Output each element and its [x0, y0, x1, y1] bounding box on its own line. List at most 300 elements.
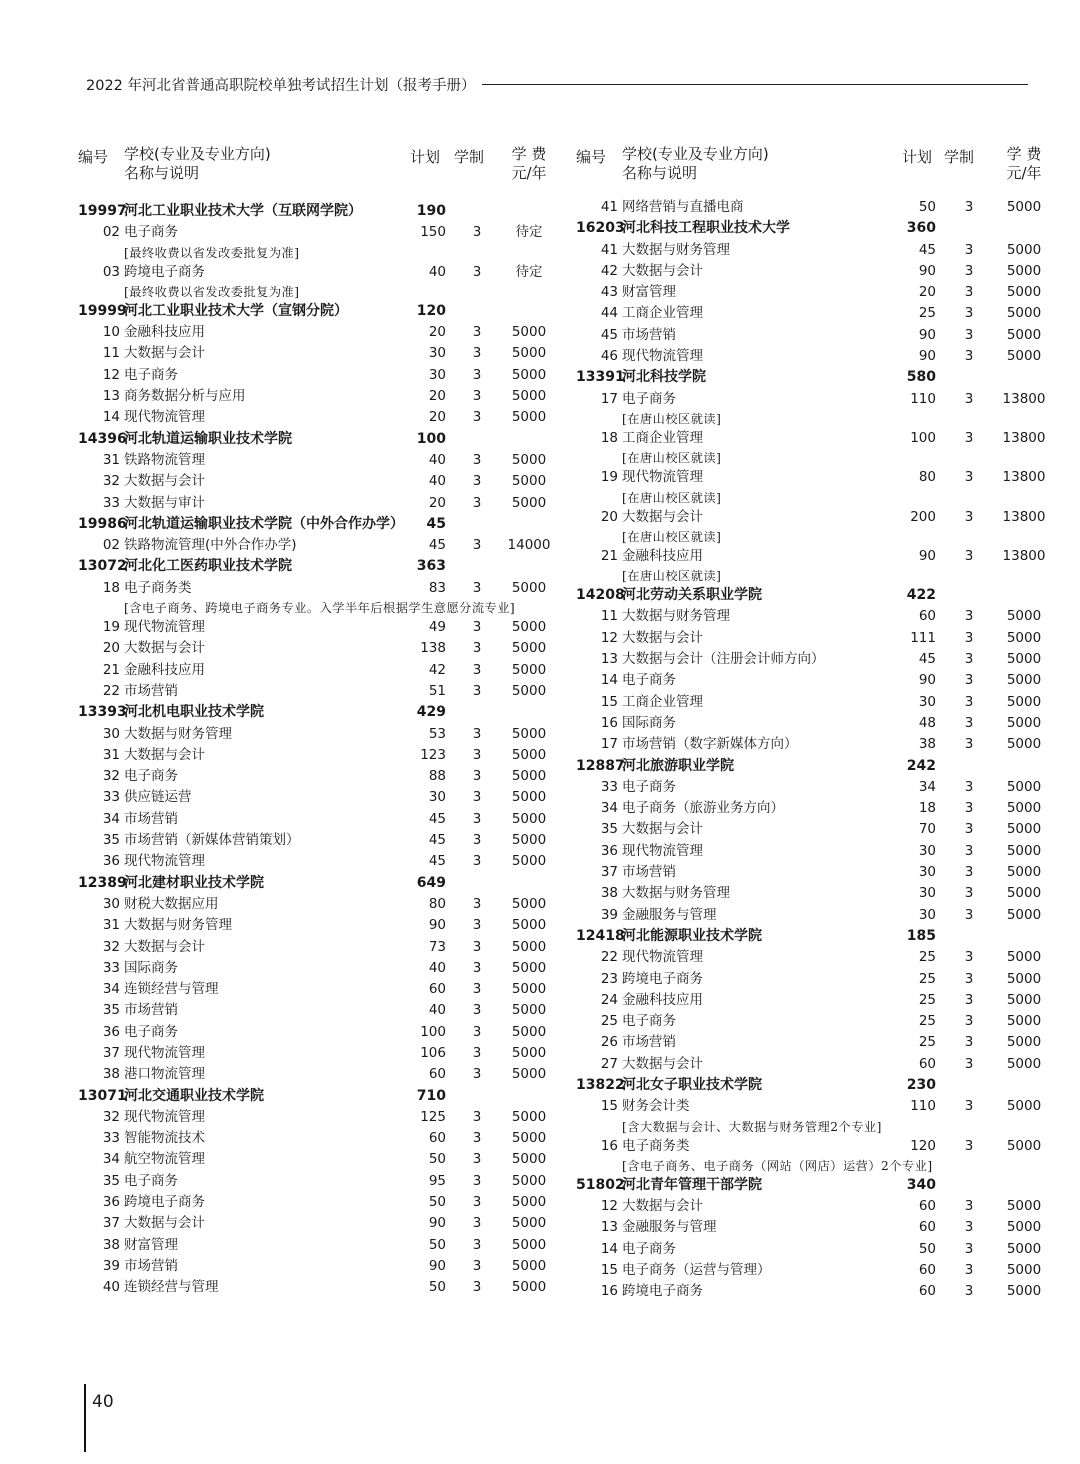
- program-name: 电子商务: [124, 1172, 178, 1189]
- tuition-fee: 5000: [511, 917, 547, 934]
- tuition-fee: 13800: [1002, 429, 1046, 446]
- program-name: 大数据与审计: [124, 494, 205, 511]
- program-row: [576, 428, 1054, 449]
- plan-count: 100: [416, 430, 446, 447]
- study-years: 3: [964, 1219, 974, 1236]
- program-code: 32: [102, 938, 120, 955]
- plan-count: 20: [428, 409, 446, 426]
- program-name: 工商企业管理: [622, 305, 703, 322]
- plan-count: 25: [918, 1013, 936, 1030]
- tuition-fee: 5000: [1006, 842, 1042, 859]
- plan-count: 18: [918, 800, 936, 817]
- study-years: 3: [472, 746, 482, 763]
- plan-count: 429: [416, 704, 446, 721]
- plan-count: 360: [906, 220, 936, 237]
- tuition-fee: 5000: [511, 1066, 547, 1083]
- program-name: 金融服务与管理: [622, 906, 717, 923]
- school-code: 51802: [576, 1176, 625, 1193]
- program-code: 13: [102, 388, 120, 405]
- school-code: 13072: [78, 558, 127, 575]
- program-row: [576, 819, 1054, 840]
- program-row: [576, 1096, 1054, 1117]
- tuition-fee: 5000: [1006, 949, 1042, 966]
- program-name: 港口物流管理: [124, 1066, 205, 1083]
- program-row: [78, 745, 558, 766]
- tuition-fee: 5000: [1006, 1137, 1042, 1154]
- program-code: 27: [600, 1055, 618, 1072]
- plan-count: 25: [918, 1034, 936, 1051]
- program-name: 市场营销: [124, 1002, 178, 1019]
- program-code: 31: [102, 746, 120, 763]
- program-name: 市场营销: [622, 1034, 676, 1051]
- school-name: 河北劳动关系职业学院: [622, 587, 762, 604]
- program-note: [最终收费以省发改委批复为准]: [124, 284, 300, 299]
- plan-count: 110: [910, 390, 936, 407]
- spacer: [78, 244, 124, 262]
- program-row: [78, 1192, 558, 1213]
- program-code: 43: [600, 284, 618, 301]
- tuition-fee: 5000: [511, 832, 547, 849]
- right-rows: [576, 197, 1054, 1303]
- program-name: 现代物流管理: [622, 949, 703, 966]
- program-row: [78, 979, 558, 1000]
- school-name: 河北工业职业技术大学（互联网学院）: [124, 203, 362, 219]
- header-years: 学制: [454, 148, 485, 166]
- study-years: 3: [964, 1262, 974, 1279]
- program-name: 大数据与财务管理: [622, 241, 730, 258]
- program-row: [576, 777, 1054, 798]
- program-row: [78, 809, 558, 830]
- school-row: [576, 585, 1054, 606]
- study-years: 3: [964, 469, 974, 486]
- program-name: 大数据与会计（注册会计师方向）: [622, 651, 825, 668]
- tuition-fee: 5000: [511, 1151, 547, 1168]
- plan-count: 25: [918, 949, 936, 966]
- tuition-fee: 13800: [1002, 508, 1046, 525]
- study-years: 3: [964, 1055, 974, 1072]
- school-name: 河北交通职业技术学院: [124, 1087, 264, 1104]
- spacer: [576, 1157, 622, 1175]
- program-row: [78, 1235, 558, 1256]
- program-code: 36: [102, 1023, 120, 1040]
- tuition-fee: 13800: [1002, 547, 1046, 564]
- study-years: 3: [472, 682, 482, 699]
- program-row: [576, 990, 1054, 1011]
- plan-count: 40: [428, 263, 446, 280]
- program-name: 大数据与会计: [622, 629, 703, 646]
- program-code: 33: [102, 789, 120, 806]
- note-row: [78, 599, 558, 617]
- program-row: [78, 493, 558, 514]
- plan-count: 45: [428, 832, 446, 849]
- study-years: 3: [964, 970, 974, 987]
- school-name: 河北建材职业技术学院: [124, 874, 264, 891]
- header-school: 学校(专业及专业方向) 名称与说明: [124, 145, 271, 182]
- tuition-fee: 5000: [1006, 1013, 1042, 1030]
- running-header: 2022 年河北省普通高职院校单独考试招生计划（报考手册）: [86, 78, 476, 94]
- program-code: 37: [102, 1044, 120, 1061]
- program-row: [576, 1054, 1054, 1075]
- study-years: 3: [472, 725, 482, 742]
- plan-count: 90: [918, 672, 936, 689]
- program-code: 46: [600, 348, 618, 365]
- program-code: 19: [102, 619, 120, 636]
- study-years: [454, 429, 500, 450]
- program-name: 工商企业管理: [622, 429, 703, 446]
- study-years: 3: [964, 284, 974, 301]
- study-years: 3: [964, 199, 974, 215]
- study-years: 3: [964, 864, 974, 881]
- study-years: [944, 926, 994, 947]
- program-name: 铁路物流管理: [124, 451, 205, 468]
- tuition-fee: 5000: [1006, 305, 1042, 322]
- program-code: 13: [600, 651, 618, 668]
- plan-count: 60: [918, 1219, 936, 1236]
- header-code: 编号: [78, 148, 109, 166]
- study-years: 3: [964, 1013, 974, 1030]
- study-years: 3: [964, 326, 974, 343]
- tuition-fee: 5000: [511, 1130, 547, 1147]
- program-name: 电子商务: [124, 1023, 178, 1040]
- tuition-fee: 5000: [1006, 1240, 1042, 1257]
- tuition-fee: 5000: [1006, 1262, 1042, 1279]
- program-code: 32: [102, 768, 120, 785]
- program-code: 36: [102, 853, 120, 870]
- program-code: 22: [600, 949, 618, 966]
- school-code: 13391: [576, 369, 625, 386]
- school-row: [576, 218, 1054, 239]
- study-years: 3: [964, 508, 974, 525]
- study-years: 3: [964, 390, 974, 407]
- plan-count: 45: [426, 515, 446, 532]
- right-column: [576, 145, 1054, 1303]
- study-years: [944, 756, 994, 777]
- program-row: [576, 713, 1054, 734]
- study-years: 3: [964, 906, 974, 923]
- school-code: 14396: [78, 430, 127, 447]
- tuition-fee: 5000: [511, 1257, 547, 1274]
- school-code: 12389: [78, 874, 127, 891]
- study-years: 3: [964, 693, 974, 710]
- study-years: [944, 218, 994, 239]
- program-row: [576, 1217, 1054, 1238]
- program-code: 33: [102, 1130, 120, 1147]
- program-code: 15: [600, 1098, 618, 1115]
- study-years: 3: [964, 1283, 974, 1300]
- plan-count: 38: [918, 736, 936, 753]
- school-row: [576, 756, 1054, 777]
- study-years: 3: [472, 537, 482, 554]
- plan-count: 80: [918, 469, 936, 486]
- school-name: 河北科技学院: [622, 369, 706, 386]
- program-code: 41: [600, 199, 618, 215]
- study-years: 3: [964, 629, 974, 646]
- program-row: [78, 1277, 558, 1298]
- program-row: [78, 660, 558, 681]
- tuition-fee: 5000: [511, 640, 547, 657]
- program-name: 跨境电子商务: [124, 263, 205, 280]
- plan-count: 42: [428, 661, 446, 678]
- program-code: 23: [600, 970, 618, 987]
- header-years: 学制: [944, 148, 975, 166]
- note-row: [78, 283, 558, 301]
- plan-count: 123: [420, 746, 446, 763]
- program-name: 大数据与会计: [124, 1215, 205, 1232]
- program-row: [576, 1196, 1054, 1217]
- tuition-fee: [994, 1075, 1054, 1096]
- program-name: 现代物流管理: [622, 842, 703, 859]
- program-name: 铁路物流管理(中外合作办学): [124, 537, 297, 554]
- plan-count: 710: [416, 1087, 446, 1104]
- plan-count: 125: [420, 1108, 446, 1125]
- program-code: 12: [600, 629, 618, 646]
- program-name: 航空物流管理: [124, 1151, 205, 1168]
- school-row: [78, 702, 558, 723]
- header-fee: 学 费 元/年: [1006, 145, 1042, 182]
- program-row: [78, 1149, 558, 1170]
- school-row: [78, 514, 558, 535]
- plan-count: 580: [906, 369, 936, 386]
- program-name: 电子商务（运营与管理）: [622, 1262, 771, 1279]
- program-name: 国际商务: [124, 959, 178, 976]
- plan-count: 45: [428, 537, 446, 554]
- school-code: 13393: [78, 704, 127, 721]
- program-row: [78, 958, 558, 979]
- program-name: 智能物流技术: [124, 1130, 205, 1147]
- program-name: 电子商务类: [124, 579, 192, 596]
- header-plan: 计划: [410, 148, 441, 166]
- page-number: 40: [92, 1392, 114, 1412]
- tuition-fee: 5000: [511, 746, 547, 763]
- program-row: [78, 1171, 558, 1192]
- tuition-fee: 5000: [511, 1108, 547, 1125]
- study-years: [944, 1175, 994, 1196]
- program-code: 21: [600, 547, 618, 564]
- program-code: 17: [600, 736, 618, 753]
- plan-count: 649: [416, 874, 446, 891]
- program-code: 36: [600, 842, 618, 859]
- tuition-fee: 5000: [511, 981, 547, 998]
- header-rule: [482, 84, 1028, 85]
- study-years: 3: [964, 1137, 974, 1154]
- plan-count: 111: [910, 629, 936, 646]
- program-name: 市场营销: [124, 682, 178, 699]
- study-years: 3: [472, 1108, 482, 1125]
- study-years: 3: [472, 768, 482, 785]
- tuition-fee: 5000: [1006, 1283, 1042, 1300]
- tuition-fee: 14000: [507, 537, 551, 554]
- study-years: 3: [472, 263, 482, 280]
- school-code: 19986: [78, 515, 127, 532]
- tuition-fee: 5000: [1006, 241, 1042, 258]
- program-name: 现代物流管理: [622, 348, 703, 365]
- plan-count: 45: [918, 241, 936, 258]
- tuition-fee: 5000: [511, 494, 547, 511]
- program-code: 38: [102, 1066, 120, 1083]
- program-code: 30: [102, 725, 120, 742]
- program-row: [576, 282, 1054, 303]
- plan-count: 30: [918, 842, 936, 859]
- school-row: [78, 301, 558, 322]
- program-code: 13: [600, 1219, 618, 1236]
- study-years: 3: [472, 895, 482, 912]
- plan-count: 100: [910, 429, 936, 446]
- note-row: [576, 528, 1054, 546]
- tuition-fee: 5000: [511, 324, 547, 341]
- tuition-fee: 13800: [1002, 469, 1046, 486]
- program-code: 45: [600, 326, 618, 343]
- program-row: [576, 905, 1054, 926]
- tuition-fee: 5000: [1006, 1055, 1042, 1072]
- tuition-fee: 5000: [511, 473, 547, 490]
- program-name: 供应链运营: [124, 789, 192, 806]
- note-row: [576, 449, 1054, 467]
- tuition-fee: 5000: [511, 1194, 547, 1211]
- program-code: 11: [600, 608, 618, 625]
- spacer: [576, 1118, 622, 1136]
- study-years: 3: [472, 917, 482, 934]
- program-row: [78, 365, 558, 386]
- school-row: [78, 1086, 558, 1107]
- tuition-fee: 5000: [511, 1172, 547, 1189]
- program-code: 39: [102, 1257, 120, 1274]
- program-code: 30: [102, 895, 120, 912]
- plan-count: 20: [918, 284, 936, 301]
- tuition-fee: 5000: [511, 1215, 547, 1232]
- program-name: 大数据与会计: [622, 1198, 703, 1215]
- program-note: [在唐山校区就读]: [622, 529, 722, 544]
- program-row: [576, 798, 1054, 819]
- study-years: 3: [472, 640, 482, 657]
- program-row: [78, 1128, 558, 1149]
- study-years: 3: [964, 651, 974, 668]
- school-row: [576, 926, 1054, 947]
- program-row: [78, 1022, 558, 1043]
- program-name: 大数据与财务管理: [124, 725, 232, 742]
- program-row: [78, 386, 558, 407]
- plan-count: 40: [428, 959, 446, 976]
- tuition-fee: 5000: [1006, 1219, 1042, 1236]
- study-years: 3: [472, 324, 482, 341]
- program-row: [576, 1011, 1054, 1032]
- column-header: [576, 145, 1054, 191]
- tuition-fee: [994, 367, 1054, 388]
- plan-count: 49: [428, 619, 446, 636]
- plan-count: 70: [918, 821, 936, 838]
- plan-count: 30: [918, 885, 936, 902]
- tuition-fee: [500, 556, 558, 577]
- tuition-fee: [994, 756, 1054, 777]
- program-name: 大数据与会计: [124, 746, 205, 763]
- school-code: 12418: [576, 927, 625, 944]
- program-row: [576, 346, 1054, 367]
- tuition-fee: [994, 1175, 1054, 1196]
- program-name: 大数据与会计: [622, 1055, 703, 1072]
- note-row: [576, 410, 1054, 428]
- study-years: [454, 514, 500, 535]
- program-note: [在唐山校区就读]: [622, 490, 722, 505]
- program-name: 现代物流管理: [124, 409, 205, 426]
- plan-count: 120: [416, 302, 446, 319]
- tuition-fee: 5000: [1006, 1034, 1042, 1051]
- study-years: 3: [472, 853, 482, 870]
- program-row: [78, 578, 558, 599]
- program-code: 14: [600, 1240, 618, 1257]
- tuition-fee: 5000: [1006, 714, 1042, 731]
- plan-count: 83: [428, 579, 446, 596]
- school-name: 河北旅游职业学院: [622, 757, 734, 774]
- study-years: 3: [964, 800, 974, 817]
- program-row: [78, 1256, 558, 1277]
- plan-count: 30: [428, 789, 446, 806]
- program-name: 网络营销与直播电商: [622, 199, 744, 215]
- tuition-fee: 5000: [1006, 1198, 1042, 1215]
- school-name: 河北科技工程职业技术大学: [622, 220, 790, 237]
- program-row: [576, 467, 1054, 488]
- program-name: 金融科技应用: [622, 991, 703, 1008]
- school-name: 河北机电职业技术学院: [124, 704, 264, 721]
- program-note: [在唐山校区就读]: [622, 569, 722, 584]
- school-name: 河北青年管理干部学院: [622, 1176, 762, 1193]
- tuition-fee: 5000: [1006, 991, 1042, 1008]
- program-code: 10: [102, 324, 120, 341]
- program-name: 金融服务与管理: [622, 1219, 717, 1236]
- study-years: 3: [964, 262, 974, 279]
- plan-count: 60: [918, 1283, 936, 1300]
- study-years: 3: [472, 1066, 482, 1083]
- program-name: 金融科技应用: [622, 547, 703, 564]
- program-row: [78, 830, 558, 851]
- tuition-fee: 5000: [511, 725, 547, 742]
- school-row: [576, 1075, 1054, 1096]
- program-name: 电子商务: [622, 1240, 676, 1257]
- program-row: [78, 262, 558, 283]
- program-name: 连锁经营与管理: [124, 1279, 219, 1296]
- program-row: [78, 322, 558, 343]
- study-years: 3: [472, 345, 482, 362]
- program-name: 现代物流管理: [124, 1108, 205, 1125]
- program-row: [576, 862, 1054, 883]
- program-code: 40: [102, 1279, 120, 1296]
- tuition-fee: [500, 1086, 558, 1107]
- school-code: 19999: [78, 302, 127, 319]
- study-years: 3: [472, 1002, 482, 1019]
- program-name: 市场营销（新媒体营销策划）: [124, 832, 300, 849]
- program-name: 市场营销: [622, 326, 676, 343]
- plan-count: 90: [918, 348, 936, 365]
- plan-count: 80: [428, 895, 446, 912]
- plan-count: 30: [918, 906, 936, 923]
- study-years: [454, 873, 500, 894]
- program-row: [576, 841, 1054, 862]
- tuition-fee: 待定: [515, 224, 543, 241]
- plan-count: 200: [910, 508, 936, 525]
- program-name: 国际商务: [622, 714, 676, 731]
- plan-count: 20: [428, 324, 446, 341]
- plan-count: 20: [428, 494, 446, 511]
- program-name: 跨境电子商务: [622, 970, 703, 987]
- program-row: [78, 937, 558, 958]
- plan-count: 90: [428, 1215, 446, 1232]
- study-years: 3: [472, 1215, 482, 1232]
- plan-count: 53: [428, 725, 446, 742]
- tuition-fee: 5000: [511, 1044, 547, 1061]
- program-name: 大数据与会计: [124, 640, 205, 657]
- program-row: [78, 681, 558, 702]
- tuition-fee: 5000: [1006, 800, 1042, 817]
- program-name: 工商企业管理: [622, 693, 703, 710]
- program-name: 市场营销: [124, 1257, 178, 1274]
